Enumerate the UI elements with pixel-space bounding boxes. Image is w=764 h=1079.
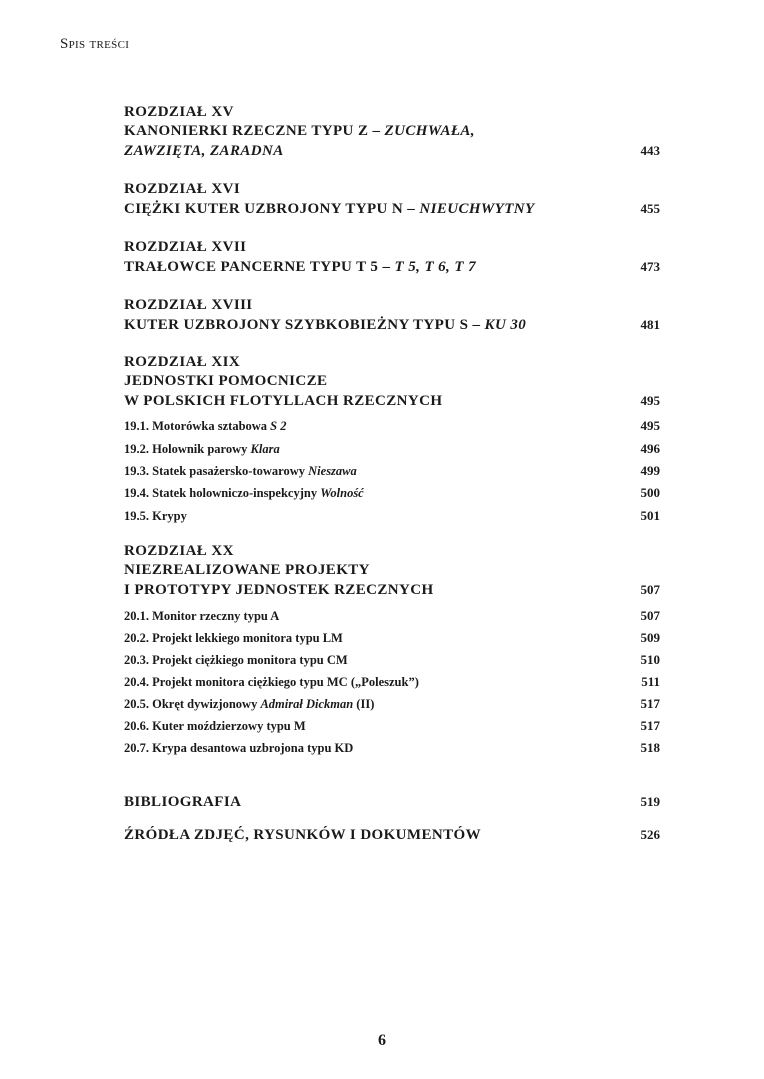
- page-ref: 526: [640, 827, 660, 842]
- page-ref: 473: [640, 259, 660, 274]
- sources-title: ŹRÓDŁA ZDJĘĆ, RYSUNKÓW I DOKUMENTÓW: [124, 827, 481, 843]
- page-ref: 443: [640, 143, 660, 158]
- chapter-heading: ROZDZIAŁ XVIII: [124, 297, 253, 313]
- chapter-title: I PROTOTYPY JEDNOSTEK RZECZNYCH 507: [124, 582, 660, 598]
- page-ref: 519: [640, 794, 660, 809]
- page-ref: 507: [640, 582, 660, 597]
- toc-chapter-xvii[interactable]: [124, 238, 660, 277]
- chapter-title: KANONIERKI RZECZNE TYPU Z – ZUCHWAŁA,: [124, 123, 475, 139]
- running-head: Spis treści: [60, 36, 130, 52]
- toc-chapter-xx[interactable]: [124, 542, 660, 600]
- chapter-title: NIEZREALIZOWANE PROJEKTY: [124, 562, 370, 578]
- toc-section-19-1[interactable]: 19.1. Motorówka sztabowa S 2 495: [124, 418, 660, 433]
- page-number: 6: [378, 1032, 386, 1049]
- toc-section-20-5[interactable]: 20.5. Okręt dywizjonowy Admirał Dickman (II) 517: [124, 696, 660, 711]
- toc-section-19-4[interactable]: 19.4. Statek holowniczo-inspekcyjny Wolność 500: [124, 485, 660, 500]
- page-ref: 481: [640, 317, 660, 332]
- toc-chapter-xvi[interactable]: [124, 180, 660, 219]
- chapter-title: W POLSKICH FLOTYLLACH RZECZNYCH 495: [124, 393, 660, 409]
- toc-chapter-xviii[interactable]: [124, 296, 660, 335]
- chapter-heading: ROZDZIAŁ XVII: [124, 239, 247, 255]
- toc-section-20-2[interactable]: 20.2. Projekt lekkiego monitora typu LM 509: [124, 630, 660, 645]
- chapter-title: CIĘŻKI KUTER UZBROJONY TYPU N – NIEUCHWYTNY 455: [124, 201, 660, 217]
- toc-chapter-xv[interactable]: [124, 103, 660, 161]
- chapter-title: TRAŁOWCE PANCERNE TYPU T 5 – T 5, T 6, T 7 473: [124, 259, 660, 275]
- chapter-heading: ROZDZIAŁ XVI: [124, 181, 241, 197]
- toc-section-20-1[interactable]: 20.1. Monitor rzeczny typu A 507: [124, 608, 660, 623]
- chapter-heading: ROZDZIAŁ XIX: [124, 354, 241, 370]
- bibliography-title: BIBLIOGRAFIA: [124, 794, 242, 810]
- chapter-heading: ROZDZIAŁ XX: [124, 543, 234, 559]
- toc-section-19-5[interactable]: 19.5. Krypy 501: [124, 508, 660, 523]
- toc-section-19-3[interactable]: 19.3. Statek pasażersko-towarowy Nieszawa 499: [124, 463, 660, 478]
- page-ref: 495: [640, 393, 660, 408]
- toc-section-20-4[interactable]: 20.4. Projekt monitora ciężkiego typu MC („Poleszuk”) 511: [124, 674, 660, 689]
- toc-section-20-7[interactable]: 20.7. Krypa desantowa uzbrojona typu KD 518: [124, 740, 660, 755]
- toc-section-19-2[interactable]: 19.2. Holownik parowy Klara 496: [124, 441, 660, 456]
- toc-bibliography[interactable]: [124, 792, 660, 812]
- toc-section-20-6[interactable]: 20.6. Kuter moździerzowy typu M 517: [124, 718, 660, 733]
- toc-section-20-3[interactable]: 20.3. Projekt ciężkiego monitora typu CM 510: [124, 652, 660, 667]
- chapter-title: ZAWZIĘTA, ZARADNA 443: [124, 143, 660, 159]
- chapter-title: JEDNOSTKI POMOCNICZE: [124, 373, 328, 389]
- toc-chapter-xix[interactable]: [124, 353, 660, 411]
- chapter-heading: ROZDZIAŁ XV: [124, 104, 234, 120]
- toc-sources[interactable]: [124, 825, 660, 845]
- chapter-title: KUTER UZBROJONY SZYBKOBIEŻNY TYPU S – KU 30 481: [124, 317, 660, 333]
- page-ref: 455: [640, 201, 660, 216]
